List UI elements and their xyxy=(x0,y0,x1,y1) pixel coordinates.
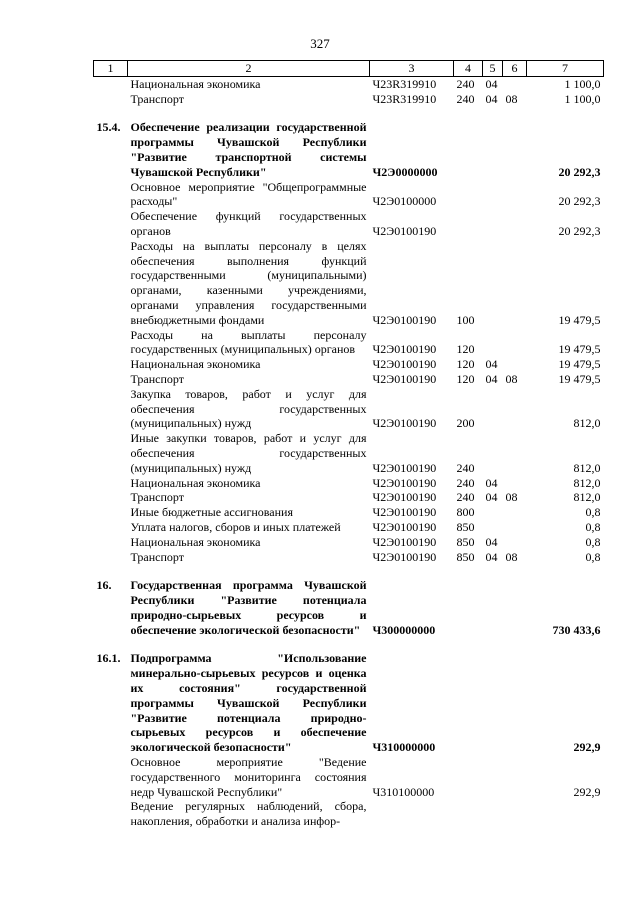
row-section xyxy=(483,239,503,328)
row-code: Ч2Э0100190 xyxy=(372,505,437,520)
row-number: 16. xyxy=(96,578,112,593)
row-section xyxy=(483,120,503,179)
row-spacer xyxy=(94,637,604,651)
row-name: Основное мероприятие "Общепрограммные расходы" xyxy=(130,179,367,209)
row-number xyxy=(94,387,128,431)
row-expense-type: 240 xyxy=(456,490,475,505)
row-subsection xyxy=(503,120,527,179)
row-expense-type xyxy=(454,755,483,799)
row-subsection xyxy=(503,755,527,799)
row-number xyxy=(94,535,128,550)
row-number xyxy=(94,92,128,107)
row-number xyxy=(94,328,128,358)
row-name: Расходы на выплаты персоналу государственных (муниципальных) органов xyxy=(130,327,367,357)
row-expense-type: 120 xyxy=(456,371,475,386)
row-subsection xyxy=(503,76,527,91)
row-code: Ч2Э0100190 xyxy=(372,475,437,490)
row-section xyxy=(483,180,503,210)
row-code: Ч2Э0100190 xyxy=(372,460,437,475)
row-amount: 0,8 xyxy=(585,505,601,520)
row-expense-type: 120 xyxy=(456,342,475,357)
row-subsection xyxy=(503,387,527,431)
table-row xyxy=(94,180,604,210)
table-row xyxy=(94,431,604,475)
table-row xyxy=(94,490,604,505)
row-expense-type: 850 xyxy=(456,534,475,549)
row-name: Национальная экономика xyxy=(130,475,261,490)
row-subsection xyxy=(503,505,527,520)
row-section: 04 xyxy=(485,549,498,564)
row-number xyxy=(94,799,128,829)
table-row xyxy=(94,372,604,387)
row-code: Ч2Э0100190 xyxy=(372,371,437,386)
row-code: Ч2Э0100190 xyxy=(372,519,437,534)
table-row xyxy=(94,387,604,431)
row-number xyxy=(94,431,128,475)
row-code: Ч310100000 xyxy=(372,784,435,799)
header-cell: 6 xyxy=(503,61,527,77)
row-expense-type xyxy=(454,120,483,179)
row-expense-type xyxy=(454,209,483,239)
row-section: 04 xyxy=(485,371,498,386)
table-row xyxy=(94,651,604,755)
row-number xyxy=(94,209,128,239)
table-row xyxy=(94,92,604,107)
row-subsection xyxy=(503,578,527,637)
row-amount: 20 292,3 xyxy=(558,164,601,179)
table-row xyxy=(94,755,604,799)
row-number xyxy=(94,372,128,387)
row-amount: 0,8 xyxy=(585,534,601,549)
row-amount: 812,0 xyxy=(573,460,601,475)
row-amount: 1 100,0 xyxy=(564,91,601,106)
row-subsection xyxy=(503,520,527,535)
table-row xyxy=(94,535,604,550)
table-header-row xyxy=(94,61,604,77)
row-amount: 19 479,5 xyxy=(558,312,601,327)
row-name: Уплата налогов, сборов и иных платежей xyxy=(130,519,341,534)
table-row xyxy=(94,120,604,179)
row-name: Ведение регулярных наблюдений, сбора, накопления, обработки и анализа инфор- xyxy=(130,799,367,829)
row-name: Закупка товаров, работ и услуг для обеспечения государственных (муниципальных) нужд xyxy=(130,386,367,431)
row-name: Национальная экономика xyxy=(130,534,261,549)
row-expense-type: 850 xyxy=(456,549,475,564)
row-expense-type: 240 xyxy=(456,460,475,475)
row-subsection xyxy=(503,239,527,328)
row-name: Транспорт xyxy=(130,549,184,564)
row-amount: 0,8 xyxy=(585,549,601,564)
row-code: Ч2Э0000000 xyxy=(372,164,438,179)
row-expense-type: 200 xyxy=(456,416,475,431)
table-row xyxy=(94,328,604,358)
row-code: Ч2Э0100190 xyxy=(372,223,437,238)
row-name: Транспорт xyxy=(130,91,184,106)
row-subsection: 08 xyxy=(505,490,518,505)
row-amount: 292,9 xyxy=(573,784,601,799)
header-cell: 4 xyxy=(454,61,483,77)
table-row xyxy=(94,357,604,372)
row-amount: 812,0 xyxy=(573,416,601,431)
row-code xyxy=(370,799,454,829)
row-amount: 292,9 xyxy=(573,740,601,755)
row-subsection xyxy=(503,431,527,475)
row-amount: 19 479,5 xyxy=(558,342,601,357)
row-expense-type: 100 xyxy=(456,312,475,327)
row-amount xyxy=(527,799,604,829)
row-name: Основное мероприятие "Ведение государственного мониторинга состояния недр Чувашской Республики" xyxy=(130,755,367,799)
row-code: Ч310000000 xyxy=(372,740,436,755)
header-cell: 5 xyxy=(483,61,503,77)
row-section xyxy=(483,520,503,535)
row-code: Ч2Э0100190 xyxy=(372,416,437,431)
row-subsection xyxy=(503,328,527,358)
row-name: Обеспечение реализации государственной программы Чувашской Республики "Развитие транспортной системы Чувашской Республики" xyxy=(130,120,367,179)
row-code: Ч23R319910 xyxy=(372,91,437,106)
row-name: Государственная программа Чувашской Республики "Развитие потенциала природно-сырьевых ресурсов и обеспечение экологической безопасности" xyxy=(130,578,367,637)
row-amount: 1 100,0 xyxy=(564,76,601,91)
row-amount: 20 292,3 xyxy=(558,223,601,238)
row-subsection xyxy=(503,180,527,210)
row-name: Транспорт xyxy=(130,490,184,505)
row-subsection xyxy=(503,357,527,372)
row-code: Ч23R319910 xyxy=(372,76,437,91)
row-section: 04 xyxy=(485,490,498,505)
row-number xyxy=(94,180,128,210)
row-subsection: 08 xyxy=(505,91,518,106)
row-number: 15.4. xyxy=(96,120,121,135)
row-subsection xyxy=(503,535,527,550)
row-code: Ч2Э0100190 xyxy=(372,357,437,372)
table-row xyxy=(94,799,604,829)
row-subsection xyxy=(503,799,527,829)
budget-table xyxy=(93,60,604,829)
row-amount: 0,8 xyxy=(585,519,601,534)
row-number xyxy=(94,550,128,565)
row-name: Обеспечение функций государственных органов xyxy=(130,209,367,238)
row-expense-type: 240 xyxy=(456,76,475,91)
table-row xyxy=(94,550,604,565)
table-row xyxy=(94,239,604,328)
row-name: Подпрограмма "Использование минерально-сырьевых ресурсов и оценка их состояния" государственной программы Чувашской Республики "Развитие потенциала природно-сырьевых ресурсов и обеспечение экологической безопасности" xyxy=(130,651,367,755)
row-number xyxy=(94,76,128,91)
row-section xyxy=(483,755,503,799)
row-spacer xyxy=(94,106,604,120)
row-spacer xyxy=(94,564,604,578)
row-number xyxy=(94,505,128,520)
table-row xyxy=(94,520,604,535)
row-code: Ч2Э0100190 xyxy=(372,342,437,357)
row-name: Транспорт xyxy=(130,371,184,386)
table-row xyxy=(94,578,604,637)
row-number xyxy=(94,239,128,328)
row-subsection: 08 xyxy=(505,549,518,564)
row-number xyxy=(94,520,128,535)
row-code: Ч2Э0100190 xyxy=(372,490,437,505)
header-cell: 1 xyxy=(94,61,128,77)
row-amount: 19 479,5 xyxy=(558,371,601,386)
row-section: 04 xyxy=(485,475,498,490)
row-section xyxy=(483,209,503,239)
row-amount: 812,0 xyxy=(573,475,601,490)
row-expense-type xyxy=(454,651,483,755)
page-number: 327 xyxy=(310,36,330,51)
row-number xyxy=(94,490,128,505)
row-expense-type xyxy=(454,578,483,637)
row-section xyxy=(483,651,503,755)
row-amount: 20 292,3 xyxy=(558,194,601,209)
row-number xyxy=(94,357,128,372)
row-name: Иные бюджетные ассигнования xyxy=(130,505,293,520)
row-number xyxy=(94,476,128,491)
row-name: Национальная экономика xyxy=(130,76,261,91)
row-section xyxy=(483,578,503,637)
row-expense-type: 120 xyxy=(456,357,475,372)
row-name: Расходы на выплаты персоналу в целях обеспечения выполнения функций государственными (муниципальными) органами, казенными учреждениями, органами управления государственными внебюджетными фондами xyxy=(130,238,367,327)
table-row xyxy=(94,476,604,491)
row-expense-type: 800 xyxy=(456,505,475,520)
row-subsection xyxy=(503,651,527,755)
row-expense-type: 240 xyxy=(456,91,475,106)
row-expense-type xyxy=(454,799,483,829)
row-amount: 19 479,5 xyxy=(558,357,601,372)
row-section xyxy=(483,799,503,829)
row-section: 04 xyxy=(485,534,498,549)
row-section xyxy=(483,387,503,431)
row-code: Ч300000000 xyxy=(372,622,436,637)
header-cell: 7 xyxy=(527,61,604,77)
row-amount: 812,0 xyxy=(573,490,601,505)
row-subsection xyxy=(503,476,527,491)
row-code: Ч2Э0100190 xyxy=(372,534,437,549)
row-section: 04 xyxy=(485,357,498,372)
row-amount: 730 433,6 xyxy=(552,622,601,637)
row-number: 16.1. xyxy=(96,651,121,666)
row-code: Ч2Э0100190 xyxy=(372,549,437,564)
table-row xyxy=(94,76,604,91)
row-section xyxy=(483,328,503,358)
row-section xyxy=(483,505,503,520)
header-cell: 3 xyxy=(370,61,454,77)
row-code: Ч2Э0100190 xyxy=(372,312,437,327)
row-expense-type: 240 xyxy=(456,475,475,490)
row-number xyxy=(94,755,128,799)
header-cell: 2 xyxy=(128,61,370,77)
row-section: 04 xyxy=(485,76,498,91)
row-expense-type: 850 xyxy=(456,519,475,534)
row-expense-type xyxy=(454,180,483,210)
row-name: Иные закупки товаров, работ и услуг для обеспечения государственных (муниципальных) нужд xyxy=(130,431,367,475)
table-row xyxy=(94,209,604,239)
row-subsection xyxy=(503,209,527,239)
row-code: Ч2Э0100000 xyxy=(372,194,437,209)
row-name: Национальная экономика xyxy=(130,357,261,372)
row-section: 04 xyxy=(485,91,498,106)
row-subsection: 08 xyxy=(505,371,518,386)
row-section xyxy=(483,431,503,475)
table-row xyxy=(94,505,604,520)
